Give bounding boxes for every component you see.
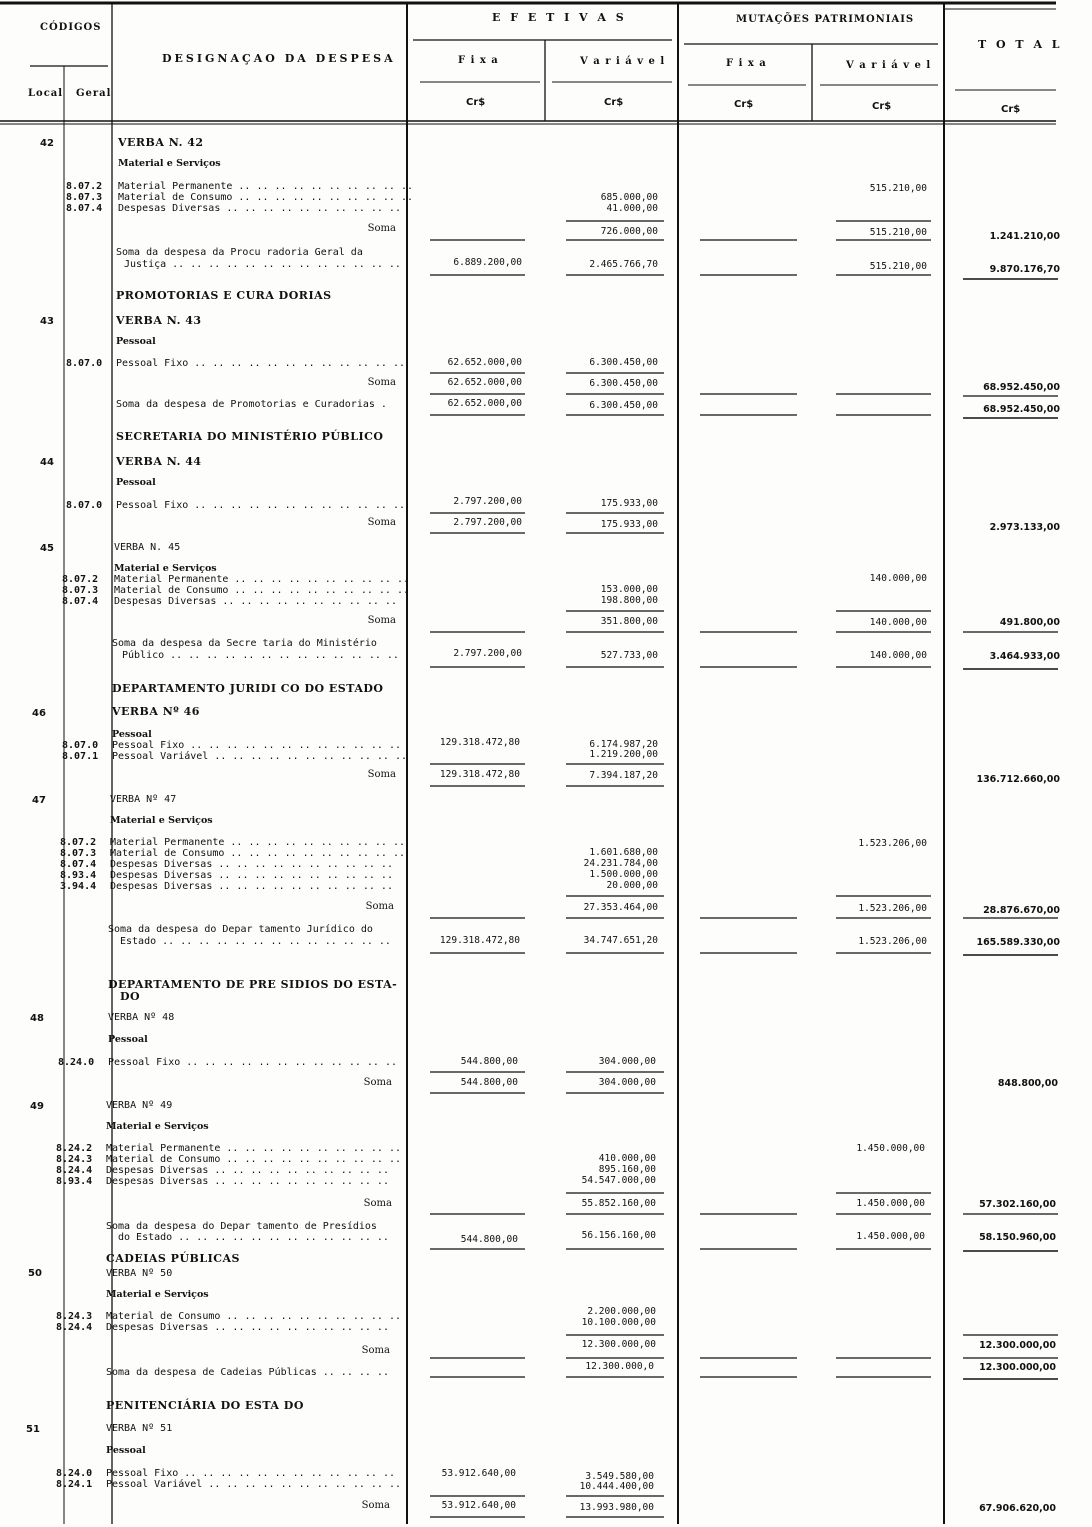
total-label: Soma da despesa de Cadeias Públicas .. .. .. .. [106,1367,389,1378]
item-efetivas-variavel: 198.800,00 [600,595,658,606]
soma-efetivas-fixa: 2.797.200,00 [453,517,522,528]
verba-heading: VERBA N. 44 [116,455,202,468]
total-efetivas-fixa: 544.800,00 [460,1234,518,1245]
item-mutacoes-variavel: 1.450.000,00 [856,1143,925,1154]
total-mutacoes-variavel: 1.523.206,00 [858,936,927,947]
total-efetivas-fixa: 62.652.000,00 [447,398,522,409]
item-label: Pessoal Fixo .. .. .. .. .. .. .. .. .. .. .. .. [112,740,401,751]
item-code: 8.07.0 [66,358,103,369]
item-code: 8.07.2 [62,574,99,585]
item-efetivas-variavel: 1.219.200,00 [589,749,658,760]
soma-label: Soma [363,1198,392,1209]
total-efetivas-fixa: 6.889.200,00 [453,257,522,268]
soma-label: Soma [367,517,396,528]
total-label-line1: Soma da despesa do Depar tamento Jurídico do [108,924,373,935]
item-efetivas-variavel: 2.200.000,00 [587,1306,656,1317]
grand-total: 12.300.000,00 [979,1362,1056,1373]
item-code: 8.07.3 [60,848,97,859]
item-label: Pessoal Fixo .. .. .. .. .. .. .. .. .. .. .. .. [116,358,405,369]
soma-efetivas-variavel: 55.852.160,00 [581,1198,656,1209]
total-label: Soma da despesa de Promotorias e Curadorias . [116,399,387,410]
item-mutacoes-variavel: 515.210,00 [869,183,927,194]
local-code: 49 [30,1101,44,1112]
item-efetivas-variavel: 10.444.400,00 [579,1481,654,1492]
soma-total: 68.952.450,00 [983,382,1060,393]
header-local: Local [28,88,64,99]
local-code: 42 [40,138,54,149]
item-label: Despesas Diversas .. .. .. .. .. .. .. .. .. .. [110,859,393,870]
item-label: Pessoal Variável .. .. .. .. .. .. .. .. .. .. .. [106,1479,402,1490]
soma-efetivas-fixa: 544.800,00 [460,1077,518,1088]
item-efetivas-variavel: 1.500.000,00 [589,869,658,880]
section-title-line2: DO [120,990,141,1003]
local-code: 47 [32,795,46,806]
item-efetivas-variavel: 304.000,00 [598,1056,656,1067]
item-efetivas-fixa: 129.318.472,80 [439,737,520,748]
verba-heading: VERBA Nº 46 [112,705,200,718]
soma-total: 1.241.210,00 [989,231,1060,242]
soma-label: Soma [367,377,396,388]
item-efetivas-variavel: 10.100.000,00 [581,1317,656,1328]
header-mutacoes-variavel: V a r i á v e l [846,60,932,71]
verba-subheading: Pessoal [116,477,156,488]
section-title: SECRETARIA DO MINISTÉRIO PÚBLICO [116,430,384,443]
item-label: Material de Consumo .. .. .. .. .. .. .. .. .. .. [106,1311,402,1322]
soma-label: Soma [367,223,396,234]
item-code: 8.07.0 [62,740,99,751]
item-code: 8.07.4 [62,596,99,607]
item-efetivas-variavel: 410.000,00 [598,1153,656,1164]
total-label-line1: Soma da despesa da Procu radoria Geral da [116,247,363,258]
item-label: Despesas Diversas .. .. .. .. .. .. .. .. .. .. [106,1176,389,1187]
soma-efetivas-variavel: 6.300.450,00 [589,378,658,389]
item-efetivas-variavel: 54.547.000,00 [581,1175,656,1186]
soma-efetivas-variavel: 12.300.000,00 [581,1339,656,1350]
item-code: 8.07.0 [66,500,103,511]
item-label: Material Permanente .. .. .. .. .. .. .. .. .. .. [118,181,414,192]
header-efetivas: E F E T I V A S [492,11,627,24]
local-code: 44 [40,457,54,468]
item-efetivas-variavel: 41.000,00 [606,203,658,214]
item-code: 8.07.4 [66,203,103,214]
soma-mutacoes-variavel: 140.000,00 [869,617,927,628]
item-code: 8.24.4 [56,1165,93,1176]
item-code: 8.07.2 [66,181,103,192]
item-efetivas-variavel: 6.300.450,00 [589,357,658,368]
total-efetivas-variavel: 56.156.160,00 [581,1230,656,1241]
local-code: 51 [26,1424,40,1435]
local-code: 48 [30,1013,44,1024]
item-efetivas-variavel: 6.174.987,20 [589,739,658,750]
verba-subheading: Pessoal [108,1034,148,1045]
item-code: 8.24.4 [56,1322,93,1333]
total-label-line1: Soma da despesa da Secre taria do Ministério [112,638,377,649]
header-mutacoes-fixa: F i x a [726,58,767,69]
soma-label: Soma [367,615,396,626]
item-label: Material Permanente .. .. .. .. .. .. .. .. .. .. [106,1143,402,1154]
total-mutacoes-variavel: 1.450.000,00 [856,1231,925,1242]
item-code: 8.93.4 [60,870,97,881]
header-designacao: DESIGNAÇAO DA DESPESA [162,52,396,65]
local-code: 46 [32,708,46,719]
item-label: Material de Consumo .. .. .. .. .. .. .. .. .. .. [118,192,414,203]
item-efetivas-fixa: 62.652.000,00 [447,357,522,368]
item-efetivas-variavel: 685.000,00 [600,192,658,203]
total-efetivas-variavel: 6.300.450,00 [589,400,658,411]
item-label: Material de Consumo .. .. .. .. .. .. .. .. .. .. [110,848,406,859]
section-title: PENITENCIÁRIA DO ESTA DO [106,1399,304,1412]
total-label-line2: Público .. .. .. .. .. .. .. .. .. .. .. .. .. [122,650,399,661]
item-label: Despesas Diversas .. .. .. .. .. .. .. .. .. .. [114,596,397,607]
item-code: 8.24.0 [56,1468,93,1479]
total-mutacoes-variavel: 140.000,00 [869,650,927,661]
item-code: 8.07.3 [62,585,99,596]
soma-efetivas-variavel: 27.353.464,00 [583,902,658,913]
item-label: Pessoal Variável .. .. .. .. .. .. .. .. .. .. .. [112,751,408,762]
verba-heading: VERBA Nº 49 [106,1100,173,1111]
total-efetivas-variavel: 2.465.766,70 [589,259,658,270]
item-code: 3.94.4 [60,881,97,892]
item-efetivas-variavel: 175.933,00 [600,498,658,509]
item-label: Material Permanente .. .. .. .. .. .. .. .. .. .. [110,837,406,848]
item-efetivas-variavel: 153.000,00 [600,584,658,595]
soma-efetivas-variavel: 13.993.980,00 [579,1502,654,1513]
verba-heading: VERBA N. 45 [114,542,181,553]
soma-label: Soma [361,1345,390,1356]
total-label-line2: do Estado .. .. .. .. .. .. .. .. .. .. .. .. [118,1232,389,1243]
soma-total: 491.800,00 [999,617,1060,628]
total-mutacoes-variavel: 515.210,00 [869,261,927,272]
item-efetivas-variavel: 24.231.784,00 [583,858,658,869]
soma-label: Soma [363,1077,392,1088]
item-label: Material de Consumo .. .. .. .. .. .. .. .. .. .. [106,1154,402,1165]
section-title: DEPARTAMENTO JURIDI CO DO ESTADO [112,682,384,695]
currency-mutacoes-variavel: Cr$ [872,101,892,112]
item-code: 8.07.2 [60,837,97,848]
soma-mutacoes-variavel: 1.523.206,00 [858,903,927,914]
currency-mutacoes-fixa: Cr$ [734,99,754,110]
item-efetivas-fixa: 2.797.200,00 [453,496,522,507]
header-efetivas-variavel: V a r i á v e l [580,56,666,67]
soma-efetivas-fixa: 53.912.640,00 [441,1500,516,1511]
soma-total: 57.302.160,00 [979,1199,1056,1210]
item-label: Material Permanente .. .. .. .. .. .. .. .. .. .. [114,574,410,585]
header-total: T O T A L [978,38,1063,51]
item-efetivas-variavel: 20.000,00 [606,880,658,891]
soma-label: Soma [367,769,396,780]
item-efetivas-fixa: 53.912.640,00 [441,1468,516,1479]
soma-total: 848.800,00 [997,1078,1058,1089]
soma-efetivas-variavel: 304.000,00 [598,1077,656,1088]
verba-subheading: Pessoal [116,336,156,347]
item-label: Material de Consumo .. .. .. .. .. .. .. .. .. .. [114,585,410,596]
item-code: 8.07.4 [60,859,97,870]
item-mutacoes-variavel: 1.523.206,00 [858,838,927,849]
verba-subheading: Material e Serviços [114,563,217,574]
grand-total: 165.589.330,00 [976,937,1060,948]
local-code: 45 [40,543,54,554]
soma-efetivas-variavel: 7.394.187,20 [589,770,658,781]
soma-total: 2.973.133,00 [989,522,1060,533]
item-code: 8.93.4 [56,1176,93,1187]
verba-subheading: Material e Serviços [118,158,221,169]
total-label-line1: Soma da despesa do Depar tamento de Presídios [106,1221,377,1232]
soma-total: 136.712.660,00 [976,774,1060,785]
item-code: 8.24.0 [58,1057,95,1068]
item-code: 8.07.3 [66,192,103,203]
total-efetivas-fixa: 129.318.472,80 [439,935,520,946]
header-codigos: CÓDIGOS [40,22,102,33]
grand-total: 9.870.176,70 [989,264,1060,275]
item-efetivas-variavel: 3.549.580,00 [585,1471,654,1482]
item-code: 8.24.3 [56,1154,93,1165]
currency-efetivas-variavel: Cr$ [604,97,624,108]
local-code: 43 [40,316,54,327]
verba-subheading: Pessoal [106,1445,146,1456]
soma-efetivas-variavel: 351.800,00 [600,616,658,627]
verba-subheading: Material e Serviços [110,815,213,826]
total-efetivas-variavel: 34.747.651,20 [583,935,658,946]
section-title: CADEIAS PÚBLICAS [106,1252,240,1265]
section-title: PROMOTORIAS E CURA DORIAS [116,289,332,302]
soma-efetivas-variavel: 726.000,00 [600,226,658,237]
total-efetivas-fixa: 2.797.200,00 [453,648,522,659]
grand-total: 68.952.450,00 [983,404,1060,415]
item-label: Despesas Diversas .. .. .. .. .. .. .. .. .. .. [106,1165,389,1176]
verba-heading: VERBA Nº 50 [106,1268,173,1279]
item-label: Despesas Diversas .. .. .. .. .. .. .. .. .. .. [118,203,401,214]
item-label: Despesas Diversas .. .. .. .. .. .. .. .. .. .. [106,1322,389,1333]
soma-mutacoes-variavel: 515.210,00 [869,227,927,238]
soma-label: Soma [365,901,394,912]
currency-efetivas-fixa: Cr$ [466,97,486,108]
item-efetivas-variavel: 895.160,00 [598,1164,656,1175]
soma-label: Soma [361,1500,390,1511]
item-code: 8.07.1 [62,751,99,762]
grand-total: 58.150.960,00 [979,1232,1056,1243]
soma-efetivas-fixa: 62.652.000,00 [447,377,522,388]
item-label: Pessoal Fixo .. .. .. .. .. .. .. .. .. .. .. .. [106,1468,395,1479]
verba-heading: VERBA N. 42 [118,136,204,149]
section-title-line1: DEPARTAMENTO DE PRE SIDIOS DO ESTA- [108,978,398,991]
local-code: 50 [28,1268,42,1279]
total-efetivas-variavel: 527.733,00 [600,650,658,661]
item-label: Pessoal Fixo .. .. .. .. .. .. .. .. .. .. .. .. [116,500,405,511]
item-code: 8.24.3 [56,1311,93,1322]
verba-heading: VERBA Nº 48 [108,1012,175,1023]
currency-total: Cr$ [1001,104,1021,115]
total-efetivas-variavel: 12.300.000,0 [585,1361,654,1372]
verba-heading: VERBA Nº 47 [110,794,177,805]
soma-total: 67.906.620,00 [979,1503,1056,1514]
grand-total: 3.464.933,00 [989,651,1060,662]
item-label: Pessoal Fixo .. .. .. .. .. .. .. .. .. .. .. .. [108,1057,397,1068]
total-label-line2: Justiça .. .. .. .. .. .. .. .. .. .. .. .. .. [124,259,401,270]
verba-subheading: Material e Serviços [106,1289,209,1300]
verba-heading: VERBA N. 43 [116,314,202,327]
total-label-line2: Estado .. .. .. .. .. .. .. .. .. .. .. .. .. [120,936,391,947]
item-efetivas-fixa: 544.800,00 [460,1056,518,1067]
item-code: 8.24.1 [56,1479,93,1490]
verba-subheading: Material e Serviços [106,1121,209,1132]
soma-total: 12.300.000,00 [979,1340,1056,1351]
soma-efetivas-fixa: 129.318.472,80 [439,769,520,780]
item-label: Despesas Diversas .. .. .. .. .. .. .. .. .. .. [110,870,393,881]
header-geral: Geral [76,88,112,99]
item-label: Despesas Diversas .. .. .. .. .. .. .. .. .. .. [110,881,393,892]
item-efetivas-variavel: 1.601.680,00 [589,847,658,858]
header-efetivas-fixa: F i x a [458,55,499,66]
soma-efetivas-variavel: 175.933,00 [600,519,658,530]
item-mutacoes-variavel: 140.000,00 [869,573,927,584]
item-code: 8.24.2 [56,1143,93,1154]
verba-heading: VERBA Nº 51 [106,1423,173,1434]
header-mutacoes: MUTAÇÕES PATRIMONIAIS [736,14,915,25]
soma-total: 28.876.670,00 [983,905,1060,916]
soma-mutacoes-variavel: 1.450.000,00 [856,1198,925,1209]
verba-subheading: Pessoal [112,729,152,740]
